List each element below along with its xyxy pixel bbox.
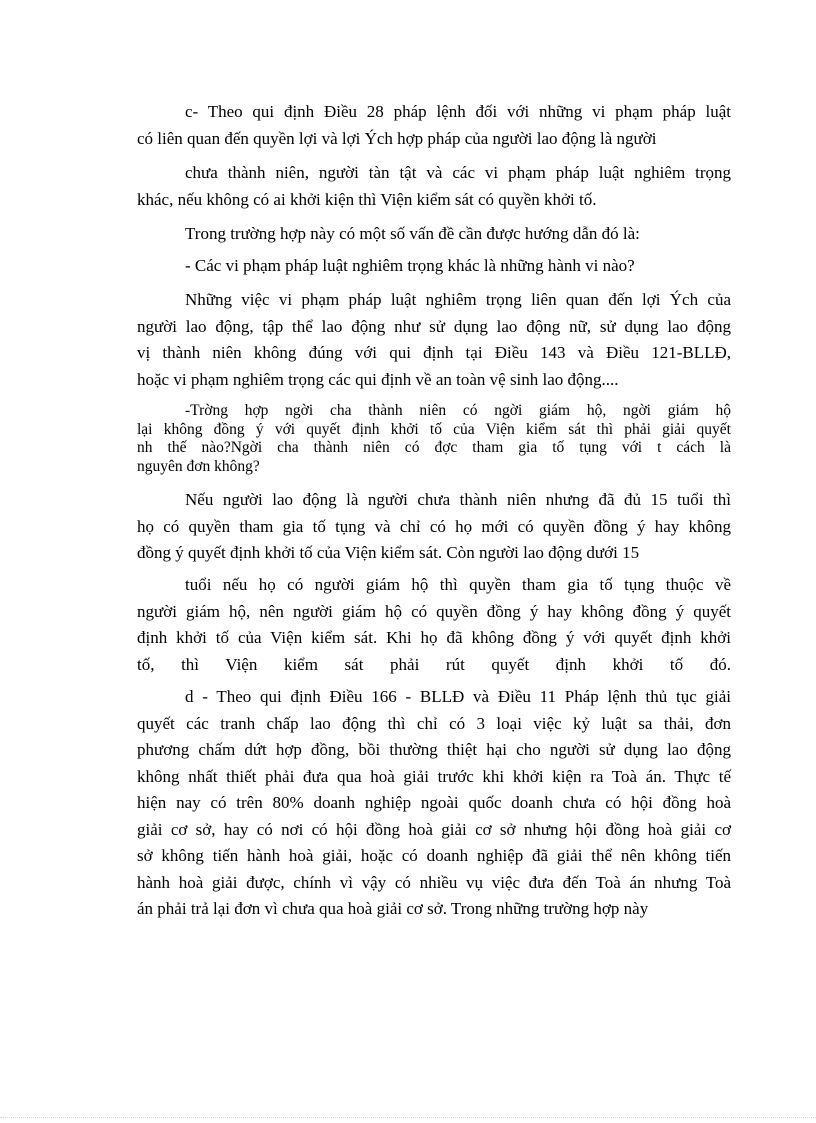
text-line: người giám hộ, nên người giám hộ có quyền đồng ý hay không đồng ý quyết <box>137 601 731 621</box>
text-line: hiện nay có trên 80% doanh nghiệp ngoài quốc doanh chưa có hội đồng hoà <box>137 793 731 812</box>
text-line: sở không tiến hành hoà giải, hoặc có doanh nghiệp đã giải thể nên không tiến <box>137 846 731 865</box>
text-line: quyết các tranh chấp lao động thì chỉ có 3 loại việc kỷ luật sa thải, đơn <box>137 713 731 733</box>
text-line: tố, thì Viện kiểm sát phải rút quyết định khởi tố đó. <box>137 654 731 674</box>
text-line: họ có quyền tham gia tố tụng và chỉ có họ mới có quyền đồng ý hay không <box>137 516 731 536</box>
paragraph-answer-minor <box>137 487 731 567</box>
page-bottom-divider <box>0 1117 816 1118</box>
text-line: -Trờng hợp ngời cha thành niên có ngời giám hộ, ngời giám hộ <box>185 402 731 419</box>
paragraph-guidance <box>137 221 731 248</box>
text-line: Trong trường hợp này có một số vấn đề cần được hướng dẫn đó là: <box>185 224 640 243</box>
text-line: có liên quan đến quyền lợi và lợi Ých hợp pháp của người lao động là người <box>137 128 657 148</box>
text-line: - Các vi phạm pháp luật nghiêm trọng khác là những hành vi nào? <box>185 256 635 275</box>
paragraph-question-violations <box>137 253 731 280</box>
text-line: không nhất thiết phải đưa qua hoà giải trước khi khởi kiện ra Toà án. Thực tế <box>137 766 731 786</box>
text-line: tuổi nếu họ có người giám hộ thì quyền tham gia tố tụng thuộc về <box>185 575 731 594</box>
text-line: nh thế nào?Ngời cha thành niên có đợc tham gia tố tụng với t cách là <box>137 439 731 457</box>
text-line: hoặc vi phạm nghiêm trọng các qui định về an toàn vệ sinh lao động.... <box>137 369 619 389</box>
paragraph-serious-violations <box>137 287 731 393</box>
text-line: giải cơ sở, hay có nơi có hội đồng hoà giải cơ sở nhưng hội đồng hoà giải cơ <box>137 819 731 839</box>
paragraph-d-mediation <box>137 684 731 923</box>
paragraph-c-continued <box>137 160 731 213</box>
text-line: Nếu người lao động là người chưa thành niên nhưng đã đủ 15 tuổi thì <box>185 490 731 509</box>
paragraph-answer-guardian <box>137 572 731 678</box>
text-line: Những việc vi phạm pháp luật nghiêm trọng liên quan đến lợi Ých của <box>185 290 731 309</box>
text-line: chưa thành niên, người tàn tật và các vi phạm pháp luật nghiêm trọng <box>185 163 731 182</box>
text-line: nguyên đơn không? <box>137 457 260 475</box>
text-line: c- Theo qui định Điều 28 pháp lệnh đối với những vi phạm pháp luật <box>185 102 731 121</box>
text-line: đồng ý quyết định khởi tố của Viện kiểm sát. Còn người lao động dưới 15 <box>137 543 640 562</box>
text-line: hành hoà giải được, chính vì vậy có nhiều vụ việc đưa đến Toà án nhưng Toà <box>137 872 731 892</box>
text-line: vị thành niên không đúng với qui định tại Điều 143 và Điều 121-BLLĐ, <box>137 343 731 362</box>
text-line: người lao động, tập thể lao động như sử dụng lao động nữ, sử dụng lao động <box>137 316 731 336</box>
text-line: án phải trả lại đơn vì chưa qua hoà giải cơ sở. Trong những trường hợp này <box>137 899 649 918</box>
paragraph-c-intro <box>137 99 731 152</box>
text-line: định khởi tố của Viện kiểm sát. Khi họ đã không đồng ý với quyết định khởi <box>137 628 731 647</box>
text-line: d - Theo qui định Điều 166 - BLLĐ và Điều 11 Pháp lệnh thủ tục giải <box>185 687 731 706</box>
paragraph-question-guardian <box>137 402 731 476</box>
text-line: phương chấm dứt hợp đồng, bồi thường thiệt hại cho người sử dụng lao động <box>137 740 731 759</box>
text-line: lại không đồng ý với quyết định khởi tố của Viện kiểm sát thì phải giải quyết <box>137 420 731 438</box>
text-line: khác, nếu không có ai khởi kiện thì Viện kiểm sát có quyền khởi tố. <box>137 189 597 209</box>
